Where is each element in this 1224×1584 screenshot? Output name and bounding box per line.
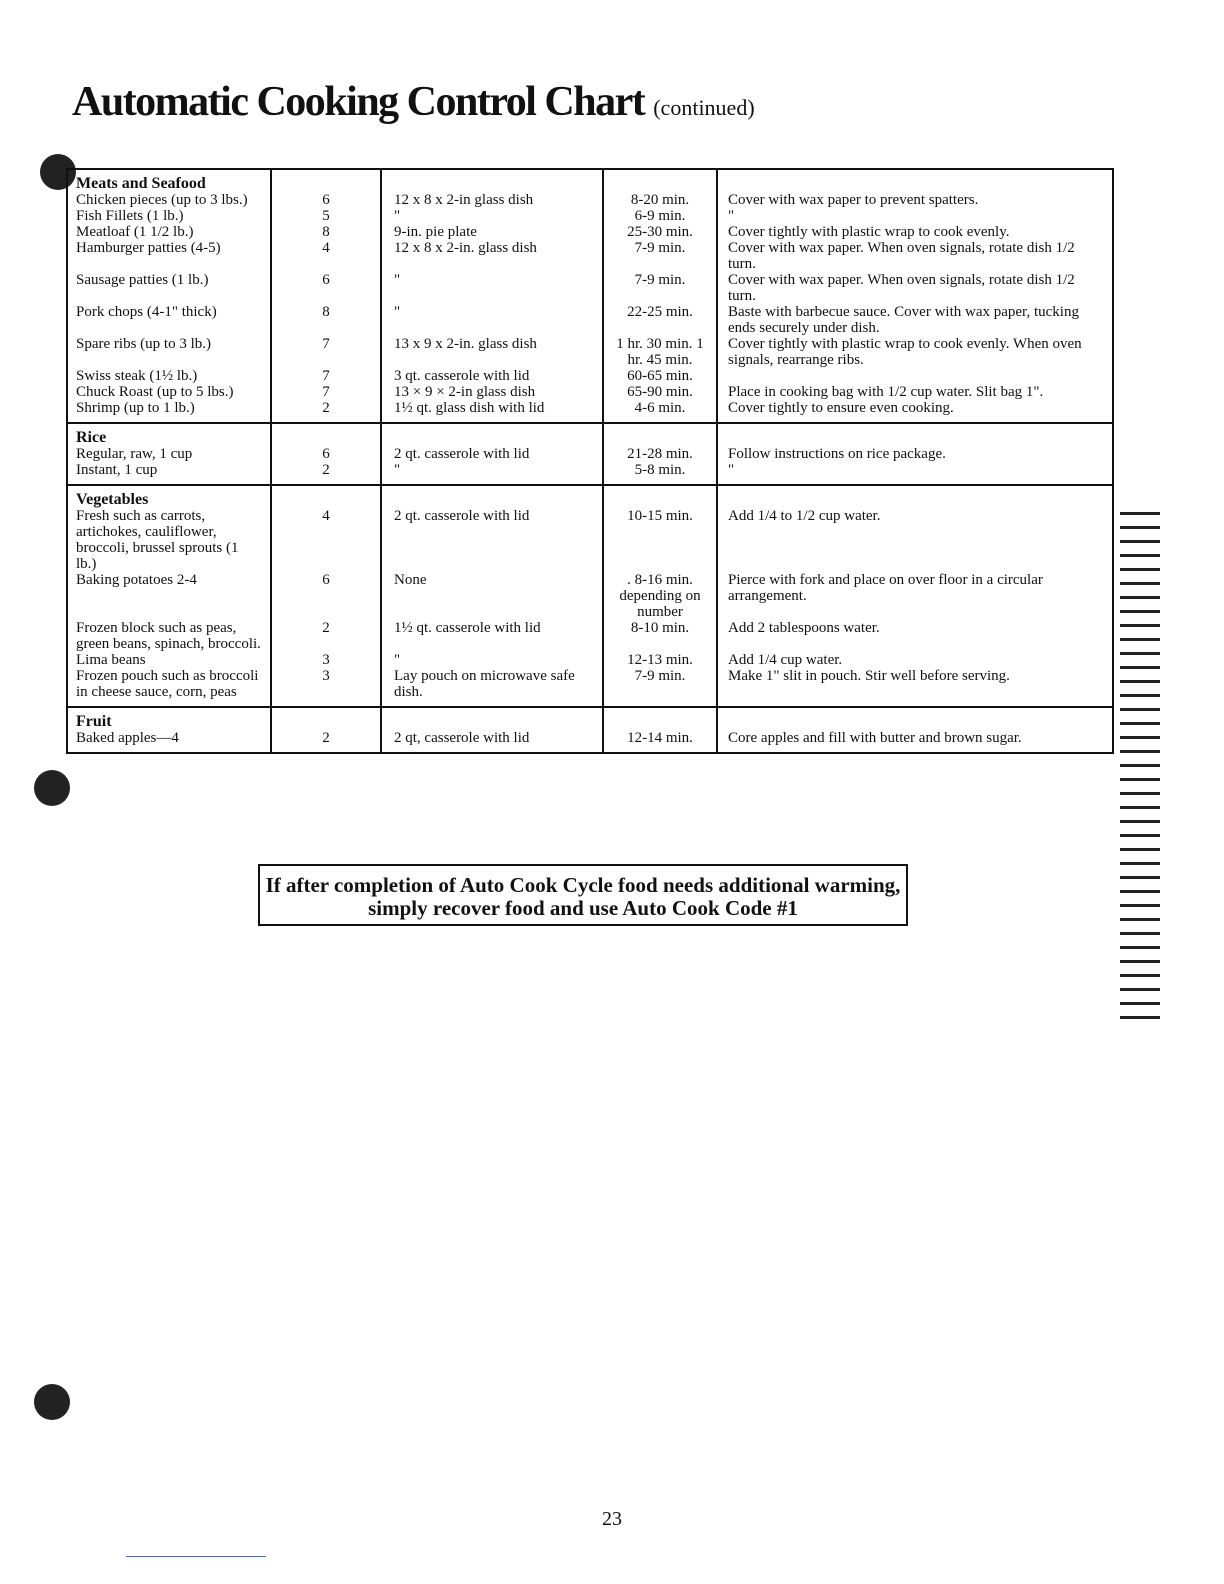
food-cell: Frozen pouch such as broccoli in cheese sauce, corn, peas — [67, 668, 271, 707]
container-cell: 1½ qt. glass dish with lid — [381, 400, 603, 423]
container-cell: None — [381, 572, 603, 620]
time-cell: 7-9 min. — [603, 240, 717, 272]
container-cell: 12 x 8 x 2-in glass dish — [381, 192, 603, 208]
container-cell: Lay pouch on microwave safe dish. — [381, 668, 603, 707]
note-cell: Pierce with fork and place on over floor in a circular arrangement. — [717, 572, 1113, 620]
time-cell: 22-25 min. — [603, 304, 717, 336]
code-cell: 8 — [271, 304, 381, 336]
code-cell: 4 — [271, 240, 381, 272]
note-cell: Cover tightly with plastic wrap to cook evenly. When oven signals, rearrange ribs. — [717, 336, 1113, 368]
group-header-row — [67, 707, 1113, 730]
time-cell: 12-13 min. — [603, 652, 717, 668]
code-cell: 7 — [271, 336, 381, 368]
food-cell: Shrimp (up to 1 lb.) — [67, 400, 271, 423]
page-number: 23 — [602, 1508, 622, 1530]
table-row — [67, 400, 1113, 423]
note-cell: Make 1" slit in pouch. Stir well before serving. — [717, 668, 1113, 707]
time-cell: 12-14 min. — [603, 730, 717, 753]
time-cell: 7-9 min. — [603, 272, 717, 304]
time-cell: . 8-16 min. depending on number — [603, 572, 717, 620]
note-cell: Cover tightly with plastic wrap to cook evenly. — [717, 224, 1113, 240]
code-cell: 2 — [271, 400, 381, 423]
note-cell: Cover tightly to ensure even cooking. — [717, 400, 1113, 423]
code-cell: 6 — [271, 572, 381, 620]
container-cell: 13 × 9 × 2-in glass dish — [381, 384, 603, 400]
table-row — [67, 240, 1113, 272]
food-cell: Spare ribs (up to 3 lb.) — [67, 336, 271, 368]
container-cell: 2 qt. casserole with lid — [381, 446, 603, 462]
footer-note-line1: If after completion of Auto Cook Cycle food needs additional warming, — [265, 873, 901, 897]
time-cell: 10-15 min. — [603, 508, 717, 572]
table-row — [67, 192, 1113, 208]
food-cell: Fresh such as carrots, artichokes, cauliflower, broccoli, brussel sprouts (1 lb.) — [67, 508, 271, 572]
note-cell: " — [717, 208, 1113, 224]
note-cell: Follow instructions on rice package. — [717, 446, 1113, 462]
container-cell: 9-in. pie plate — [381, 224, 603, 240]
time-cell: 4-6 min. — [603, 400, 717, 423]
time-cell: 7-9 min. — [603, 668, 717, 707]
container-cell: 3 qt. casserole with lid — [381, 368, 603, 384]
code-cell: 8 — [271, 224, 381, 240]
container-cell: 2 qt. casserole with lid — [381, 508, 603, 572]
table-row — [67, 730, 1113, 753]
table-row — [67, 368, 1113, 384]
food-cell: Chicken pieces (up to 3 lbs.) — [67, 192, 271, 208]
time-cell: 25-30 min. — [603, 224, 717, 240]
note-cell: Cover with wax paper. When oven signals, rotate dish 1/2 turn. — [717, 272, 1113, 304]
note-cell: Cover with wax paper to prevent spatters. — [717, 192, 1113, 208]
container-cell: " — [381, 272, 603, 304]
note-cell: " — [717, 462, 1113, 485]
table-row — [67, 208, 1113, 224]
page-title: Automatic Cooking Control Chart (continued) — [72, 79, 755, 125]
code-cell: 3 — [271, 668, 381, 707]
table-row — [67, 446, 1113, 462]
food-cell: Swiss steak (1½ lb.) — [67, 368, 271, 384]
note-cell: Add 2 tablespoons water. — [717, 620, 1113, 652]
group-heading: Fruit — [67, 707, 271, 730]
table-row — [67, 652, 1113, 668]
food-cell: Baked apples—4 — [67, 730, 271, 753]
group-heading: Rice — [67, 423, 271, 446]
time-cell: 1 hr. 30 min. 1 hr. 45 min. — [603, 336, 717, 368]
table-row — [67, 224, 1113, 240]
table-row — [67, 462, 1113, 485]
food-cell: Instant, 1 cup — [67, 462, 271, 485]
food-cell: Chuck Roast (up to 5 lbs.) — [67, 384, 271, 400]
note-cell: Cover with wax paper. When oven signals, rotate dish 1/2 turn. — [717, 240, 1113, 272]
food-cell: Hamburger patties (4-5) — [67, 240, 271, 272]
time-cell: 6-9 min. — [603, 208, 717, 224]
note-cell: Place in cooking bag with 1/2 cup water. Slit bag 1". — [717, 384, 1113, 400]
table-row — [67, 384, 1113, 400]
time-cell: 5-8 min. — [603, 462, 717, 485]
note-cell — [717, 368, 1113, 384]
food-cell: Fish Fillets (1 lb.) — [67, 208, 271, 224]
time-cell: 8-10 min. — [603, 620, 717, 652]
footer-note-line2: simply recover food and use Auto Cook Code #1 — [368, 896, 798, 920]
food-cell: Pork chops (4-1" thick) — [67, 304, 271, 336]
container-cell: 12 x 8 x 2-in. glass dish — [381, 240, 603, 272]
code-cell: 2 — [271, 730, 381, 753]
container-cell: 13 x 9 x 2-in. glass dish — [381, 336, 603, 368]
container-cell: 1½ qt. casserole with lid — [381, 620, 603, 652]
food-cell: Baking potatoes 2-4 — [67, 572, 271, 620]
table-row — [67, 508, 1113, 572]
note-cell: Add 1/4 cup water. — [717, 652, 1113, 668]
footer-note-box — [258, 864, 908, 926]
code-cell: 4 — [271, 508, 381, 572]
time-cell: 60-65 min. — [603, 368, 717, 384]
group-header-row — [67, 485, 1113, 508]
food-cell: Regular, raw, 1 cup — [67, 446, 271, 462]
group-header-row — [67, 169, 1113, 192]
table-row — [67, 668, 1113, 707]
code-cell: 6 — [271, 272, 381, 304]
table-row — [67, 304, 1113, 336]
container-cell: 2 qt, casserole with lid — [381, 730, 603, 753]
group-heading: Meats and Seafood — [67, 169, 271, 192]
table-row — [67, 272, 1113, 304]
code-cell: 5 — [271, 208, 381, 224]
page-title-suffix: (continued) — [653, 95, 755, 120]
food-cell: Sausage patties (1 lb.) — [67, 272, 271, 304]
group-header-row — [67, 423, 1113, 446]
code-cell: 7 — [271, 384, 381, 400]
time-cell: 21-28 min. — [603, 446, 717, 462]
code-cell: 2 — [271, 462, 381, 485]
binder-hole-bottom — [34, 1384, 70, 1420]
table-row — [67, 620, 1113, 652]
code-cell: 3 — [271, 652, 381, 668]
code-cell: 6 — [271, 446, 381, 462]
footer-rule — [126, 1556, 266, 1557]
group-heading: Vegetables — [67, 485, 271, 508]
note-cell: Add 1/4 to 1/2 cup water. — [717, 508, 1113, 572]
code-cell: 6 — [271, 192, 381, 208]
food-cell: Meatloaf (1 1/2 lb.) — [67, 224, 271, 240]
container-cell: " — [381, 462, 603, 485]
container-cell: " — [381, 652, 603, 668]
note-cell: Core apples and fill with butter and brown sugar. — [717, 730, 1113, 753]
food-cell: Lima beans — [67, 652, 271, 668]
container-cell: " — [381, 304, 603, 336]
table-row — [67, 336, 1113, 368]
table-row — [67, 572, 1113, 620]
cooking-chart-table — [66, 168, 1114, 754]
time-cell: 65-90 min. — [603, 384, 717, 400]
scan-edge-marks — [1120, 512, 1160, 1072]
code-cell: 7 — [271, 368, 381, 384]
food-cell: Frozen block such as peas, green beans, spinach, broccoli. — [67, 620, 271, 652]
binder-hole-middle — [34, 770, 70, 806]
note-cell: Baste with barbecue sauce. Cover with wax paper, tucking ends securely under dish. — [717, 304, 1113, 336]
container-cell: " — [381, 208, 603, 224]
code-cell: 2 — [271, 620, 381, 652]
time-cell: 8-20 min. — [603, 192, 717, 208]
